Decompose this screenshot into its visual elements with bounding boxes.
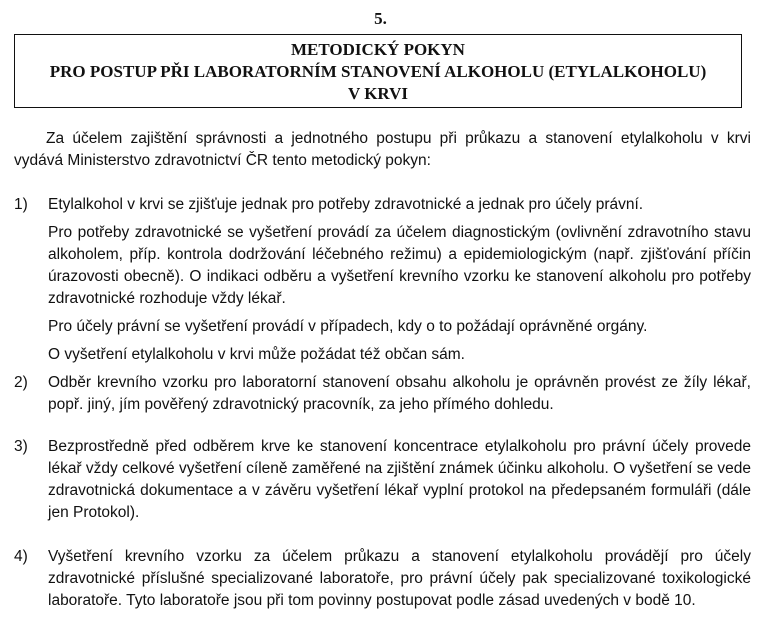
section-4 — [14, 546, 751, 618]
title-line-3: V KRVI — [347, 84, 408, 103]
title-line-2: PRO POSTUP PŘI LABORATORNÍM STANOVENÍ ALKOHOLU (ETYLALKOHOLU) — [49, 62, 707, 81]
section-number: 2) — [14, 374, 28, 391]
section-3 — [14, 436, 751, 530]
section-number: 3) — [14, 438, 28, 455]
section-2 — [14, 372, 751, 422]
section-paragraph: O vyšetření etylalkoholu v krvi může požádat též občan sám. — [48, 346, 465, 363]
section-paragraph: Etylalkohol v krvi se zjišťuje jednak pro potřeby zdravotnické a jednak pro účely právní. — [48, 196, 644, 213]
intro-paragraph: Za účelem zajištění správnosti a jednotného postupu při průkazu a stanovení etylalkoholu v krvi vydává Ministerstvo zdravotnictví ČR tento metodický pokyn: — [14, 130, 751, 169]
section-paragraph: Bezprostředně před odběrem krve ke stanovení koncentrace etylalkoholu pro právní účely provede lékař vždy celkové vyšetření cíleně zaměřené na zjištění známek účinku alkoholu. O vyšetření se vede zdravotnická dokumentace a v závěru vyšetření lékař vyplní protokol na předepsaném formuláři (dále jen Protokol). — [48, 438, 752, 521]
title-line-1: METODICKÝ POKYN — [291, 40, 465, 59]
section-paragraph: Vyšetření krevního vzorku za účelem průkazu a stanovení etylalkoholu provádějí pro účely zdravotnické příslušné specializované laboratoře, pro právní účely pak specializované toxikologické laboratoře. Tyto laboratoře jsou při tom povinny postupovat podle zásad uvedených v bodě 10. — [48, 548, 751, 609]
page-number: 5. — [374, 9, 387, 28]
section-paragraph: Pro účely právní se vyšetření provádí v případech, kdy o to požádají oprávněné orgány. — [48, 318, 648, 335]
section-paragraph: Pro potřeby zdravotnické se vyšetření provádí za účelem diagnostickým (ovlivnění zdravotního stavu alkoholem, příp. kontrola dodržování léčebného režimu) a epidemiologickým (např. zjišťování příčin úrazovosti obecně). O indikaci odběru a vyšetření krevního vzorku ke stanovení alkoholu pro potřeby zdravotnické rozhoduje vždy lékař. — [48, 224, 751, 307]
section-paragraph: Odběr krevního vzorku pro laboratorní stanovení obsahu alkoholu je oprávněn provést ze žíly lékař, popř. jiný, jím pověřený zdravotnický pracovník, za jeho přímého dohledu. — [48, 374, 751, 413]
document-title — [14, 34, 742, 108]
section-1 — [14, 194, 751, 372]
section-number: 4) — [14, 548, 28, 565]
section-number: 1) — [14, 196, 28, 213]
